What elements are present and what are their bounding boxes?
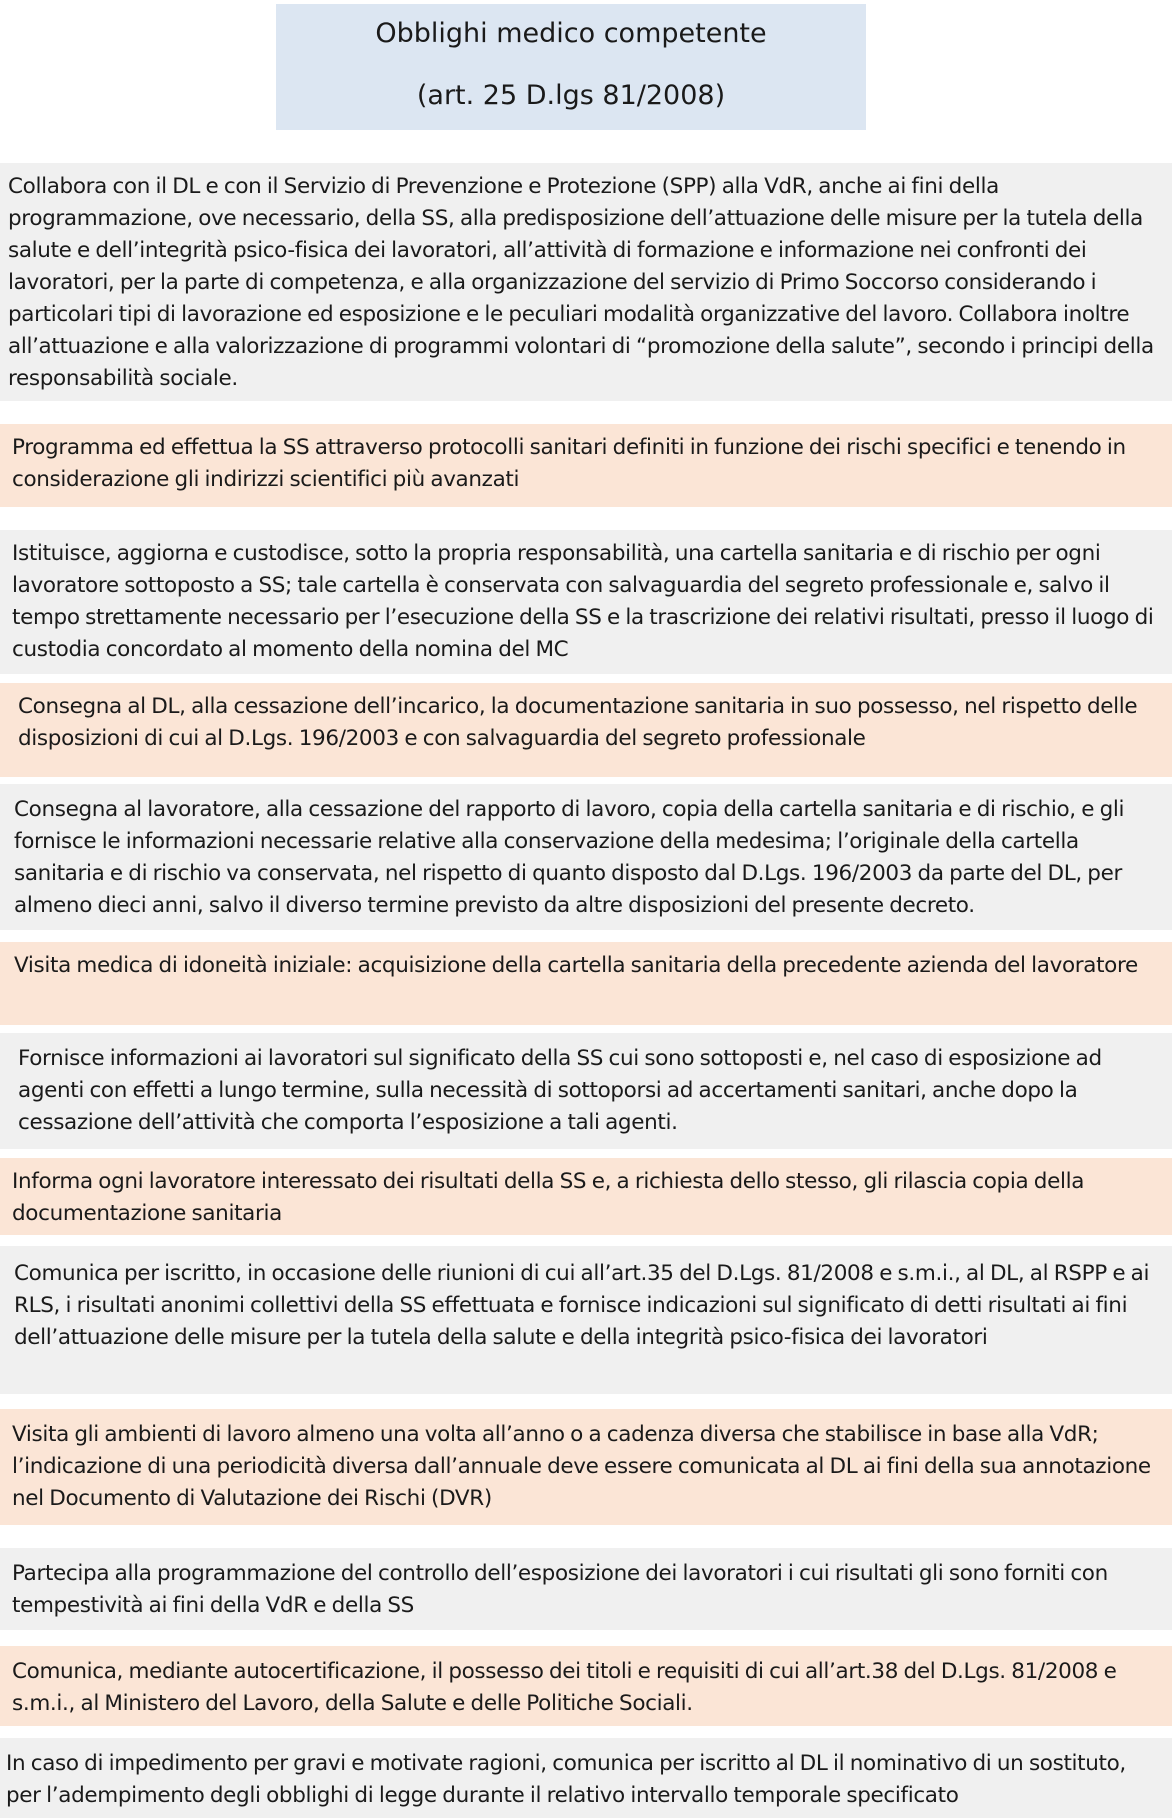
obligation-substitute (0, 1738, 1172, 1818)
obligation-collaboration (0, 163, 1172, 401)
obligation-exposure-control (0, 1548, 1172, 1630)
page-subtitle: (art. 25 D.lgs 81/2008) (416, 80, 726, 111)
obligation-text: Comunica per iscritto, in occasione delle riunioni di cui all’art.35 del D.Lgs. 81/2008 e s.m.i., al DL, al RSPP e ai RLS, i risultati anonimi collettivi della SS effettuata e fornisce indicazioni sul significato di detti risultati ai fini dell’attuazione delle misure per la tutela della salute e della integrità psico-fisica dei lavoratori (14, 1261, 1150, 1350)
obligation-delivery-to-dl (0, 683, 1172, 777)
obligation-text: Collabora con il DL e con il Servizio di Prevenzione e Protezione (SPP) alla VdR, anche ai fini della programmazione, ove necessario, della SS, alla predisposizione dell’attuazione delle misure per la tutela della salute e dell’integrità psico-fisica dei lavoratori, all’attività di formazione e informazione nei confronti dei lavoratori, per la parte di competenza, e alla organizzazione del servizio di Primo Soccorso considerando i particolari tipi di lavorazione ed esposizione e le peculiari modalità organizzative del lavoro. Collabora inoltre all’attuazione e alla valorizzazione di programmi volontari di “promozione della salute”, secondo i principi della responsabilità sociale. (8, 174, 1154, 391)
obligation-results-information (0, 1158, 1172, 1235)
obligation-text: Consegna al lavoratore, alla cessazione del rapporto di lavoro, copia della cartella sanitaria e di rischio, e gli fornisce le informazioni necessarie relative alla conservazione della medesima; l’originale della cartella sanitaria e di rischio va conservata, nel rispetto di quanto disposto dal D.Lgs. 196/2003 da parte del DL, per almeno dieci anni, salvo il diverso termine previsto da altre disposizioni del presente decreto. (14, 797, 1125, 918)
page-title: Obblighi medico competente (375, 18, 767, 49)
obligation-text: Istituisce, aggiorna e custodisce, sotto la propria responsabilità, una cartella sanitaria e di rischio per ogni lavoratore sottoposto a SS; tale cartella è conservata con salvaguardia del segreto professionale e, salvo il tempo strettamente necessario per l’esecuzione della SS e la trascrizione dei relativi risultati, presso il luogo di custodia concordato al momento della nomina del MC (12, 541, 1154, 662)
obligation-delivery-to-worker (0, 784, 1172, 930)
obligation-written-communication (0, 1246, 1172, 1394)
obligation-health-surveillance (0, 424, 1172, 507)
obligation-text: Consegna al DL, alla cessazione dell’incarico, la documentazione sanitaria in suo possesso, nel rispetto delle disposizioni di cui al D.Lgs. 196/2003 e con salvaguardia del segreto professionale (18, 694, 1138, 751)
obligation-text: Visita medica di idoneità iniziale: acquisizione della cartella sanitaria della precedente azienda del lavoratore (14, 953, 1138, 978)
obligation-self-certification (0, 1646, 1172, 1726)
obligation-text: Programma ed effettua la SS attraverso protocolli sanitari definiti in funzione dei rischi specifici e tenendo in considerazione gli indirizzi scientifici più avanzati (12, 435, 1126, 492)
obligation-text: Visita gli ambienti di lavoro almeno una volta all’anno o a cadenza diversa che stabilisce in base alla VdR; l’indicazione di una periodicità diversa dall’annuale deve essere comunicata al DL ai fini della sua annotazione nel Documento di Valutazione dei Rischi (DVR) (12, 1422, 1151, 1511)
obligation-text: Partecipa alla programmazione del controllo dell’esposizione dei lavoratori i cui risultati gli sono forniti con tempestività ai fini della VdR e della SS (12, 1561, 1108, 1618)
obligation-text: Informa ogni lavoratore interessato dei risultati della SS e, a richiesta dello stesso, gli rilascia copia della documentazione sanitaria (12, 1169, 1085, 1226)
obligation-health-record (0, 530, 1172, 674)
title-box (276, 4, 866, 130)
obligation-text: Fornisce informazioni ai lavoratori sul significato della SS cui sono sottoposti e, nel caso di esposizione ad agenti con effetti a lungo termine, sulla necessità di sottoporsi ad accertamenti sanitari, anche dopo la cessazione dell’attività che comporta l’esposizione a tali agenti. (18, 1046, 1102, 1135)
obligation-workplace-visit (0, 1409, 1172, 1525)
obligation-text: In caso di impedimento per gravi e motivate ragioni, comunica per iscritto al DL il nominativo di un sostituto, per l’adempimento degli obblighi di legge durante il relativo intervallo temporale specificato (6, 1751, 1126, 1808)
obligation-initial-visit (0, 942, 1172, 1025)
obligation-text: Comunica, mediante autocertificazione, il possesso dei titoli e requisiti di cui all’art.38 del D.Lgs. 81/2008 e s.m.i., al Ministero del Lavoro, della Salute e delle Politiche Sociali. (12, 1659, 1117, 1716)
obligation-worker-information (0, 1033, 1172, 1149)
